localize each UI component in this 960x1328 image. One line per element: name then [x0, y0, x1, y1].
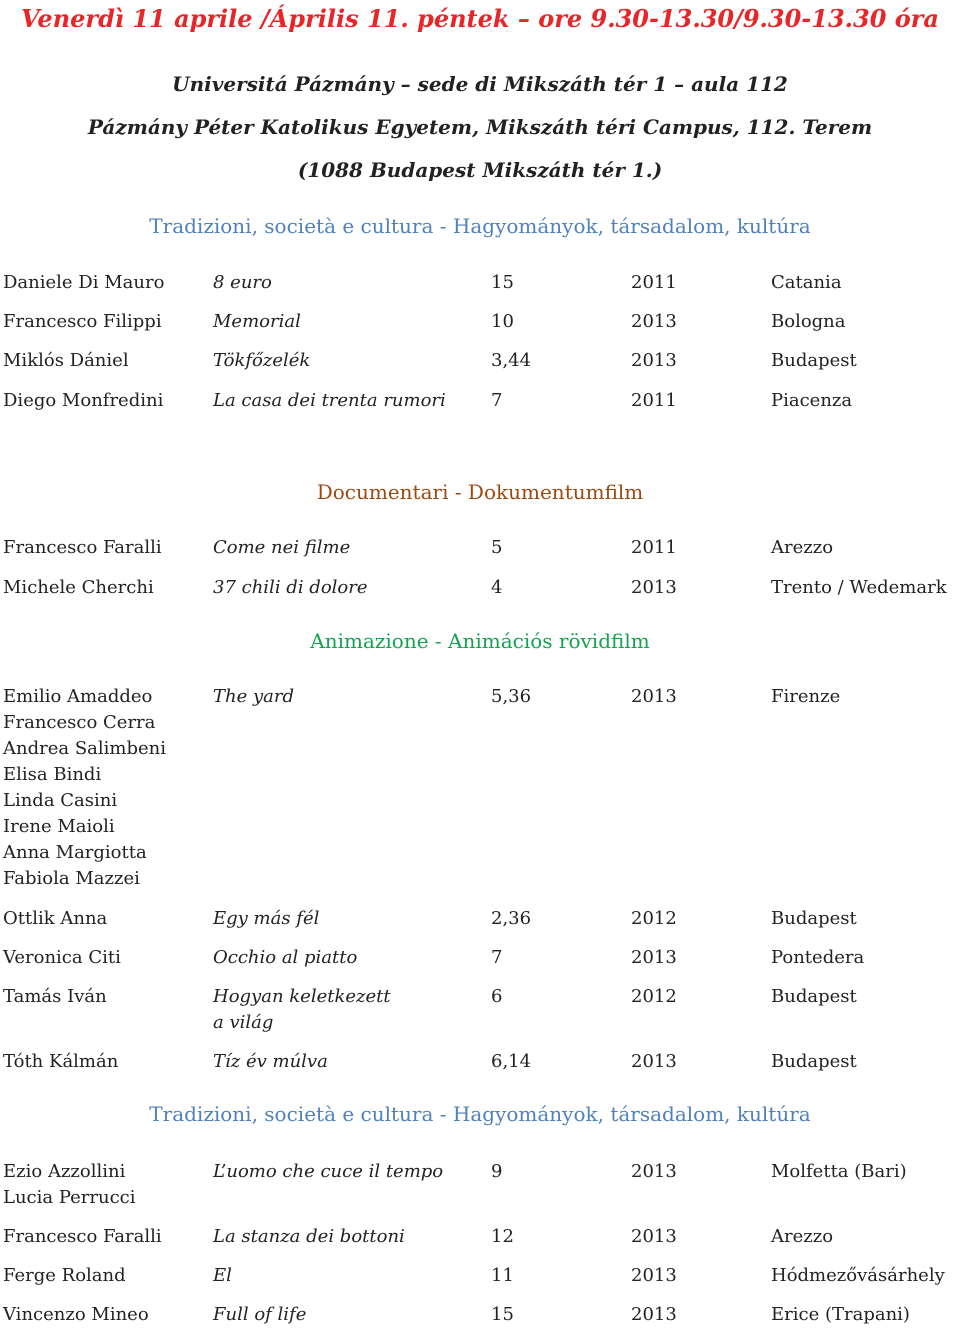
- film-duration: 2,36: [491, 908, 532, 929]
- director-name: Francesco Faralli: [3, 537, 162, 558]
- film-title: [213, 1049, 328, 1075]
- film-director: [3, 1263, 126, 1289]
- film-title-line: Egy más fél: [213, 908, 320, 929]
- director-name: Veronica Citi: [3, 947, 121, 968]
- film-director: [3, 1302, 149, 1328]
- film-title: [213, 1224, 405, 1250]
- film-title-line: Full of life: [213, 1304, 307, 1325]
- film-year: 2013: [631, 686, 677, 707]
- film-duration: 7: [491, 947, 503, 968]
- film-director: [3, 906, 107, 932]
- film-director: [3, 575, 154, 601]
- film-duration: 4: [491, 577, 503, 598]
- film-title: [213, 535, 350, 561]
- film-year: 2013: [631, 1265, 677, 1286]
- film-city: Budapest: [771, 986, 857, 1007]
- film-year: 2012: [631, 908, 677, 929]
- director-name: Linda Casini: [3, 790, 118, 811]
- director-name: Emilio Amaddeo: [3, 686, 153, 707]
- film-duration: 10: [491, 311, 514, 332]
- film-title: [213, 684, 294, 710]
- event-date-line: Venerdì 11 aprile /Április 11. péntek – ore 9.30-13.30/9.30-13.30 óra: [21, 4, 939, 33]
- director-name: Ezio Azzollini: [3, 1161, 126, 1182]
- film-director: [3, 309, 162, 335]
- film-year: 2013: [631, 577, 677, 598]
- section-heading-documentari: Documentari - Dokumentumfilm: [316, 480, 644, 504]
- film-title: [213, 309, 301, 335]
- director-name: Francesco Faralli: [3, 1226, 162, 1247]
- director-name: Lucia Perrucci: [3, 1187, 136, 1208]
- film-duration: 6,14: [491, 1051, 532, 1072]
- film-director: [3, 535, 162, 561]
- film-title: [213, 1159, 443, 1185]
- film-year: 2011: [631, 537, 677, 558]
- film-director: [3, 270, 164, 296]
- film-duration: 7: [491, 390, 503, 411]
- film-city: Pontedera: [771, 947, 865, 968]
- film-title: [213, 906, 319, 932]
- film-year: 2013: [631, 1226, 677, 1247]
- film-year: 2013: [631, 1161, 677, 1182]
- venue-line-1: Universitá Pázmány – sede di Mikszáth tér 1 – aula 112: [172, 72, 788, 96]
- director-name: Daniele Di Mauro: [3, 272, 165, 293]
- film-year: 2011: [631, 390, 677, 411]
- director-name: Miklós Dániel: [3, 350, 129, 371]
- film-title: [213, 270, 272, 296]
- director-name: Tamás Iván: [3, 986, 107, 1007]
- film-city: Budapest: [771, 1051, 857, 1072]
- film-duration: 12: [491, 1226, 514, 1247]
- film-director: [3, 388, 163, 414]
- film-city: Budapest: [771, 350, 857, 371]
- film-title-line: La stanza dei bottoni: [213, 1226, 405, 1247]
- film-title-line: Hogyan keletkezett: [213, 986, 391, 1007]
- film-director: [3, 945, 121, 971]
- section-heading-tradizioni-1: Tradizioni, società e cultura - Hagyományok, társadalom, kultúra: [149, 214, 811, 238]
- film-title: [213, 945, 357, 971]
- film-duration: 5,36: [491, 686, 532, 707]
- director-name: Tóth Kálmán: [3, 1051, 119, 1072]
- film-title-line: 37 chili di dolore: [213, 577, 368, 598]
- film-title: [213, 348, 310, 374]
- film-year: 2013: [631, 311, 677, 332]
- film-year: 2013: [631, 1051, 677, 1072]
- film-title: [213, 1302, 306, 1328]
- film-title-line: The yard: [213, 686, 294, 707]
- film-director: [3, 984, 107, 1010]
- film-city: Arezzo: [771, 537, 834, 558]
- film-city: Bologna: [771, 311, 846, 332]
- film-title: [213, 984, 391, 1036]
- film-city: Catania: [771, 272, 842, 293]
- film-title-line: Memorial: [213, 311, 301, 332]
- film-year: 2011: [631, 272, 677, 293]
- film-title-line: Tökfőzelék: [213, 350, 311, 371]
- film-year: 2013: [631, 947, 677, 968]
- film-city: Molfetta (Bari): [771, 1161, 907, 1182]
- director-name: Elisa Bindi: [3, 764, 102, 785]
- director-name: Francesco Filippi: [3, 311, 162, 332]
- film-city: Erice (Trapani): [771, 1304, 910, 1325]
- film-city: Arezzo: [771, 1226, 834, 1247]
- film-duration: 11: [491, 1265, 514, 1286]
- film-city: Piacenza: [771, 390, 853, 411]
- film-duration: 3,44: [491, 350, 532, 371]
- film-title: [213, 1263, 232, 1289]
- director-name: Francesco Cerra: [3, 712, 156, 733]
- film-title: [213, 575, 368, 601]
- film-duration: 15: [491, 272, 514, 293]
- film-year: 2013: [631, 350, 677, 371]
- director-name: Andrea Salimbeni: [3, 738, 166, 759]
- film-director: [3, 1159, 136, 1211]
- film-city: Budapest: [771, 908, 857, 929]
- section-heading-animazione: Animazione - Animációs rövidfilm: [310, 629, 650, 653]
- director-name: Vincenzo Mineo: [3, 1304, 149, 1325]
- film-title-line: L’uomo che cuce il tempo: [213, 1161, 444, 1182]
- film-year: 2013: [631, 1304, 677, 1325]
- director-name: Anna Margiotta: [3, 842, 147, 863]
- film-director: [3, 1049, 118, 1075]
- film-title: [213, 388, 446, 414]
- film-duration: 15: [491, 1304, 514, 1325]
- director-name: Fabiola Mazzei: [3, 868, 140, 889]
- film-director: [3, 684, 166, 892]
- director-name: Ferge Roland: [3, 1265, 126, 1286]
- film-director: [3, 1224, 162, 1250]
- film-title-line: 8 euro: [213, 272, 272, 293]
- director-name: Irene Maioli: [3, 816, 115, 837]
- film-title-line: La casa dei trenta rumori: [213, 390, 446, 411]
- director-name: Diego Monfredini: [3, 390, 164, 411]
- section-heading-tradizioni-2: Tradizioni, società e cultura - Hagyományok, társadalom, kultúra: [149, 1102, 811, 1126]
- film-duration: 5: [491, 537, 503, 558]
- film-city: Trento / Wedemark: [771, 577, 947, 598]
- film-title-line: El: [213, 1265, 232, 1286]
- film-title-line: Occhio al piatto: [213, 947, 358, 968]
- film-director: [3, 348, 129, 374]
- venue-line-3: (1088 Budapest Mikszáth tér 1.): [297, 158, 663, 182]
- film-title-line: a világ: [213, 1012, 274, 1033]
- film-year: 2012: [631, 986, 677, 1007]
- film-title-line: Come nei filme: [213, 537, 351, 558]
- film-city: Hódmezővásárhely: [771, 1265, 945, 1286]
- film-city: Firenze: [771, 686, 841, 707]
- venue-line-2: Pázmány Péter Katolikus Egyetem, Mikszáth téri Campus, 112. Terem: [87, 115, 873, 139]
- film-title-line: Tíz év múlva: [213, 1051, 328, 1072]
- director-name: Michele Cherchi: [3, 577, 154, 598]
- film-duration: 9: [491, 1161, 503, 1182]
- film-duration: 6: [491, 986, 503, 1007]
- director-name: Ottlik Anna: [3, 908, 108, 929]
